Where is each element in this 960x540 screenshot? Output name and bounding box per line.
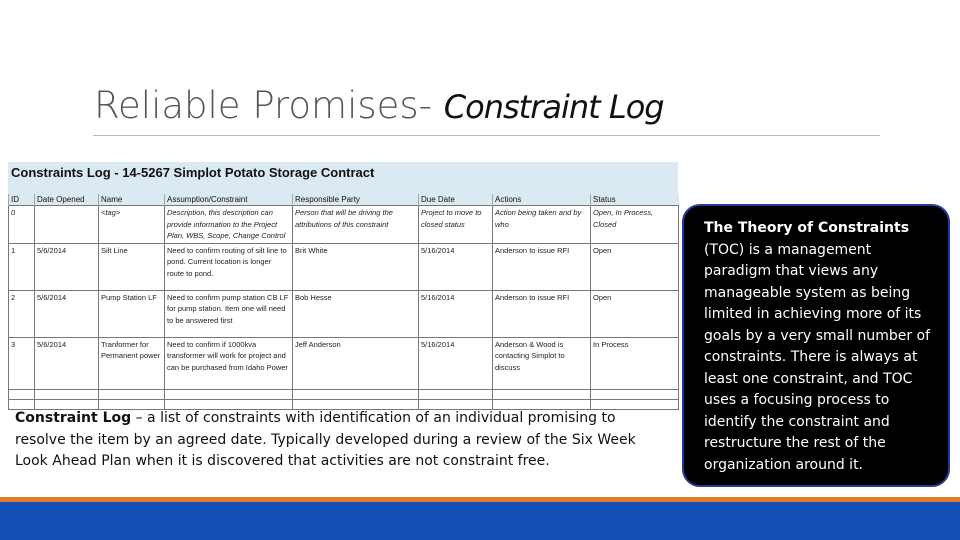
- table-row: [9, 206, 679, 244]
- table-cell: 5/16/2014: [419, 337, 493, 389]
- table-cell: 1: [9, 243, 35, 290]
- slide-title: [94, 84, 664, 127]
- log-title: Constraints Log - 14-5267 Simplot Potato Storage Contract: [11, 165, 375, 180]
- table-cell: 5/6/2014: [35, 290, 99, 337]
- table-cell: Action being taken and by who: [493, 206, 591, 244]
- description-text: – a list of constraints with identification of an individual promising to resolve the item by an agreed date. Typically developed during a review of the Six Week Look Ahead Plan when it is discovered that activities are not constraint free.: [15, 410, 636, 469]
- table-cell: Need to confirm pump station CB LF for pump station. Item one will need to be answered first: [165, 290, 293, 337]
- constraints-table: [8, 194, 679, 410]
- title-divider: [93, 135, 880, 136]
- column-header: Actions: [493, 194, 591, 206]
- table-cell: 5/6/2014: [35, 337, 99, 389]
- table-cell: Anderson to issue RFI: [493, 243, 591, 290]
- callout-body: (TOC) is a management paradigm that views any manageable system as being limited in achieving more of its goals by a very small number of constraints. There is always at least one constraint, and TOC uses a focusing process to identify the constraint and restructure the rest of the organization around it.: [704, 241, 931, 473]
- table-cell: Need to confirm routing of silt line to pond. Current location is longer route to pond.: [165, 243, 293, 290]
- callout-heading: The Theory of Constraints: [704, 220, 910, 236]
- table-cell: 0: [9, 206, 35, 244]
- log-header-band: [8, 162, 678, 194]
- table-cell: Bob Hesse: [293, 290, 419, 337]
- table-cell: Open, In Process, Closed: [591, 206, 679, 244]
- table-cell: Anderson & Wood is contacting Simplot to discuss: [493, 337, 591, 389]
- table-cell: 2: [9, 290, 35, 337]
- table-cell: 5/16/2014: [419, 290, 493, 337]
- table-row: [9, 243, 679, 290]
- table-cell: [35, 206, 99, 244]
- table-cell: Description, this description can provide information to the Project Plan, WBS, Scope, Change Control: [165, 206, 293, 244]
- constraint-log-description: [15, 408, 655, 473]
- column-header: Due Date: [419, 194, 493, 206]
- column-header: Date Opened: [35, 194, 99, 206]
- table-cell: Tranformer for Permanent power: [99, 337, 165, 389]
- table-header-row: [9, 194, 679, 206]
- table-cell: Jeff Anderson: [293, 337, 419, 389]
- footer-blue-bar: [0, 502, 960, 540]
- description-term: Constraint Log: [15, 410, 132, 426]
- column-header: Responsible Party: [293, 194, 419, 206]
- table-cell: Anderson to issue RFI: [493, 290, 591, 337]
- table-cell: Need to confirm if 1000kva transformer will work for project and can be purchased from Idaho Power: [165, 337, 293, 389]
- constraints-log-image: [8, 162, 678, 402]
- table-cell: In Process: [591, 337, 679, 389]
- empty-table-row: [9, 389, 679, 399]
- table-cell: Person that will be driving the attributions of this constraint: [293, 206, 419, 244]
- table-cell: 3: [9, 337, 35, 389]
- slide-title-plain: Reliable Promises-: [94, 84, 444, 127]
- column-header: ID: [9, 194, 35, 206]
- table-cell: <tag>: [99, 206, 165, 244]
- column-header: Status: [591, 194, 679, 206]
- table-cell: Pump Station LF: [99, 290, 165, 337]
- table-cell: Open: [591, 290, 679, 337]
- slide-title-italic: Constraint Log: [443, 88, 664, 126]
- toc-callout-text: [704, 218, 936, 476]
- column-header: Name: [99, 194, 165, 206]
- table-cell: 5/6/2014: [35, 243, 99, 290]
- table-cell: Silt Line: [99, 243, 165, 290]
- column-header: Assumption/Constraint: [165, 194, 293, 206]
- table-cell: 5/16/2014: [419, 243, 493, 290]
- table-row: [9, 290, 679, 337]
- table-cell: Project to move to closed status: [419, 206, 493, 244]
- table-cell: Open: [591, 243, 679, 290]
- table-cell: Brit White: [293, 243, 419, 290]
- table-row: [9, 337, 679, 389]
